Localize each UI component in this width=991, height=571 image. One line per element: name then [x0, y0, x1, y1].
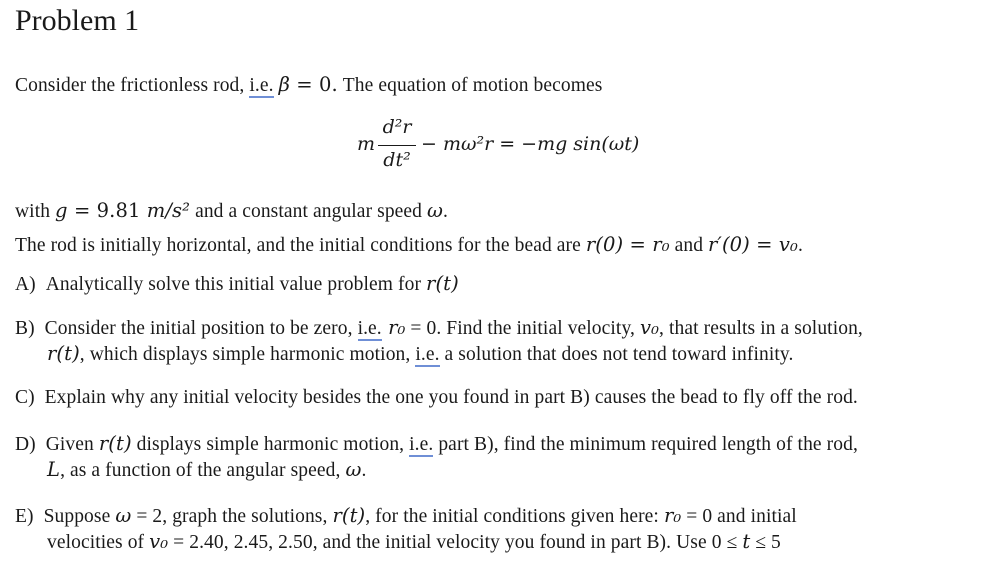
text: and a constant angular speed [190, 201, 428, 222]
part-c [15, 387, 858, 409]
math: r(t) [426, 272, 459, 295]
eq-rhs: − mω²r = −mg sin(ωt) [421, 133, 640, 155]
part-d-line-2 [47, 458, 366, 482]
math: r(t) [47, 342, 80, 365]
eq-numerator: d²r [382, 116, 412, 138]
text: = 2.40, 2.45, 2.50, and the initial velocity you found in part B). Use 0 ≤ [168, 532, 743, 553]
text: The rod is initially horizontal, and the initial conditions for the bead are [15, 235, 586, 256]
part-a [15, 272, 459, 296]
ie-abbrev: i.e. [415, 344, 440, 365]
math: v₀ [149, 530, 169, 553]
text: and [669, 235, 709, 256]
text: = 0 and initial [681, 506, 797, 527]
text: displays simple harmonic motion, [131, 434, 410, 455]
part-e-line-2 [47, 530, 781, 554]
text: . [443, 201, 449, 222]
intro-text-2: The equation of motion becomes [337, 75, 603, 96]
part-label: E) [15, 506, 34, 527]
math: r₀ [381, 316, 406, 339]
intro-text: Consider the frictionless rod, [15, 75, 250, 96]
initial-conditions-line [15, 233, 803, 257]
text: part B), find the minimum required length of the rod, [433, 434, 858, 455]
intro-line [15, 73, 602, 97]
text: , as a function of the angular speed, [60, 460, 346, 481]
math: r(t) [98, 432, 132, 455]
eq-denominator: dt² [383, 149, 411, 171]
math: r₀ [663, 504, 682, 527]
text: , that results in a solution, [659, 318, 863, 339]
text: . [797, 235, 803, 256]
fraction-bar [378, 145, 416, 146]
page-title: Problem 1 [15, 4, 140, 37]
part-label: D) [15, 434, 36, 455]
text: , which displays simple harmonic motion, [79, 344, 416, 365]
ie-abbrev: i.e. [409, 434, 434, 455]
math: ω [115, 504, 132, 527]
gravity-line [15, 199, 448, 223]
g-value: = 9.81 [67, 199, 147, 222]
ie-abbrev: i.e. [249, 75, 274, 96]
eq-mass: m [357, 133, 376, 155]
part-label: B) [15, 318, 35, 339]
text: Consider the initial position to be zero, [44, 318, 358, 339]
text: ≤ 5 [750, 532, 781, 553]
g-unit: m/s² [146, 199, 191, 222]
part-label: A) [15, 274, 36, 295]
text: Analytically solve this initial value problem for [45, 274, 427, 295]
text: . [361, 460, 367, 481]
part-b-line-2 [47, 342, 793, 366]
part-label: C) [15, 387, 35, 408]
text: velocities of [47, 532, 150, 553]
text: a solution that does not tend toward infinity. [439, 344, 794, 365]
text: Given [45, 434, 99, 455]
part-e [15, 504, 797, 528]
text: = 0. Find the initial velocity, [405, 318, 640, 339]
text: with [15, 201, 56, 222]
condition-v0: r′(0) = v₀ [708, 233, 798, 256]
math: t [742, 530, 751, 553]
math: ω [345, 458, 362, 481]
g-symbol: g [55, 199, 68, 222]
math: v₀ [640, 316, 660, 339]
part-b [15, 316, 863, 340]
part-d [15, 432, 858, 456]
text: Suppose [43, 506, 116, 527]
beta-symbol: β [278, 73, 290, 96]
beta-value: = 0. [289, 73, 338, 96]
ie-abbrev: i.e. [357, 318, 382, 339]
text: = 2, graph the solutions, [131, 506, 333, 527]
math: r(t) [332, 504, 366, 527]
text: Explain why any initial velocity besides the one you found in part B) causes the bead to fly off the rod. [44, 387, 858, 408]
omega-symbol: ω [427, 199, 444, 222]
math: L [47, 458, 61, 481]
text: , for the initial conditions given here: [365, 506, 664, 527]
condition-r0: r(0) = r₀ [585, 233, 670, 256]
